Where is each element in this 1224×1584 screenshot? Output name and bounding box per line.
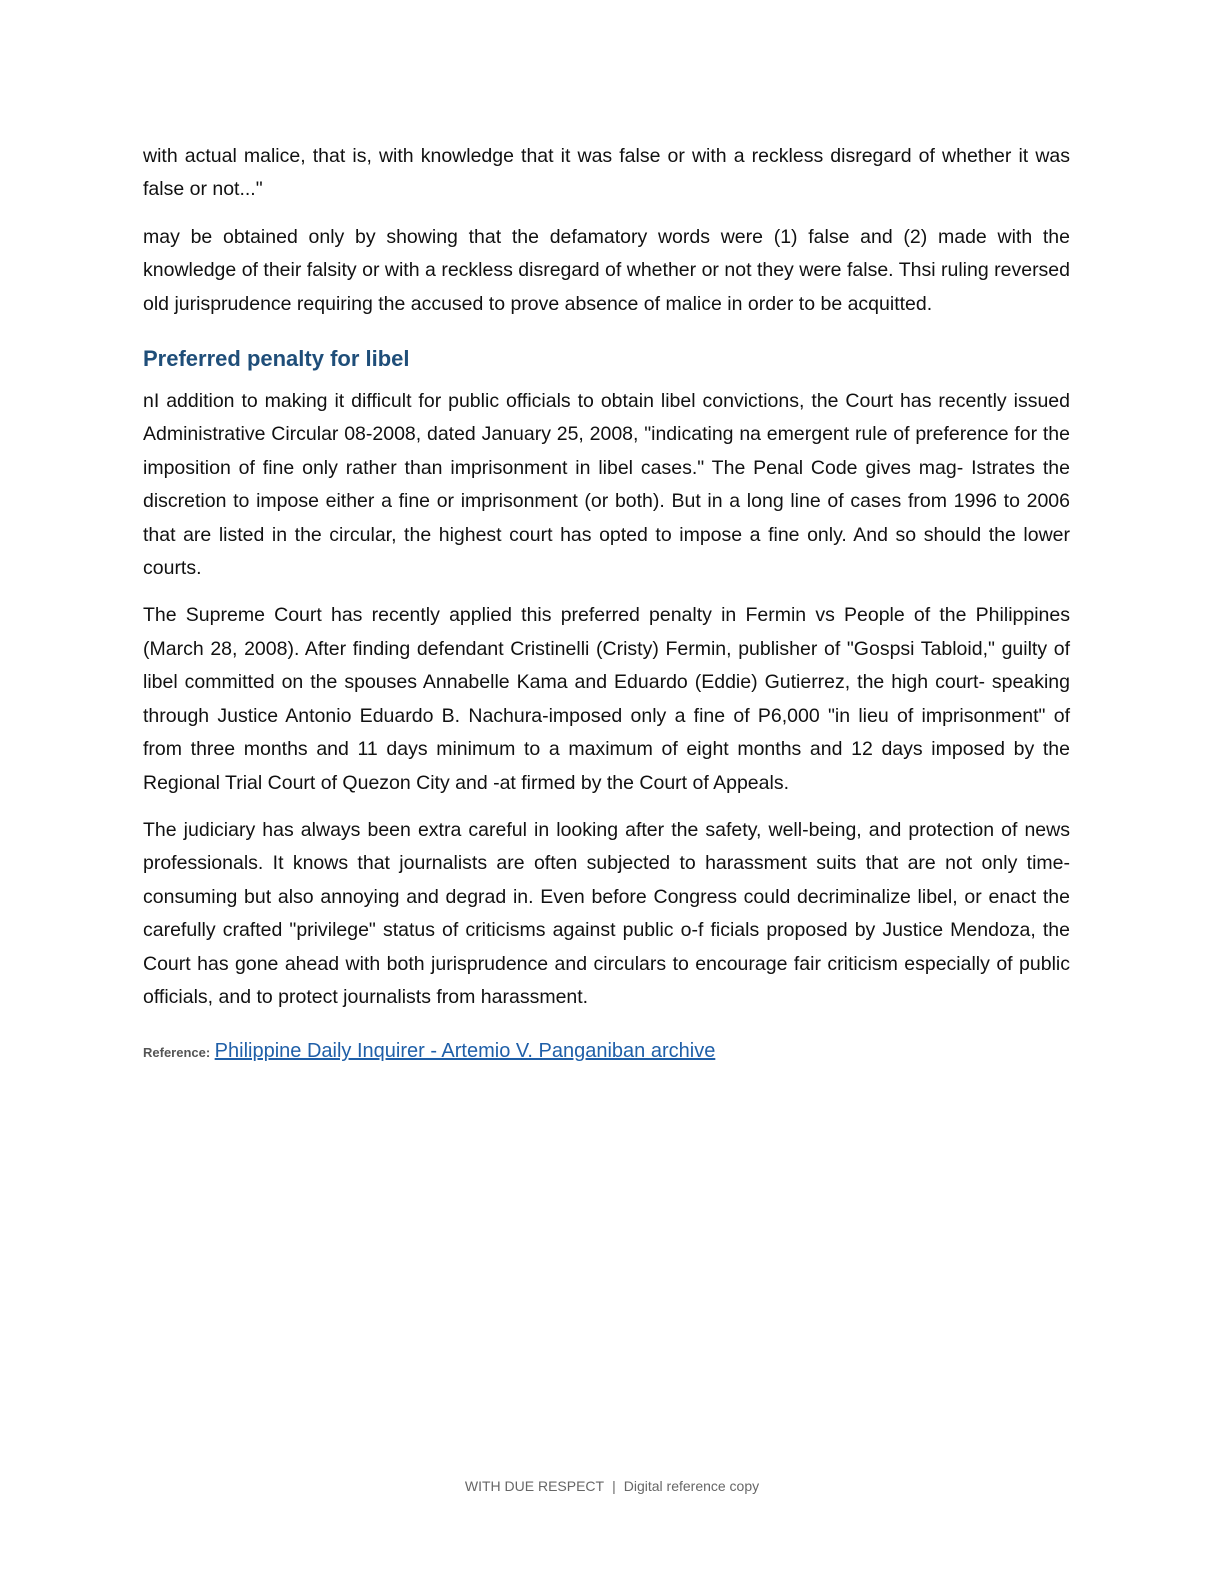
footer-separator: | <box>612 1478 616 1494</box>
paragraph-fermin-case: The Supreme Court has recently applied this preferred penalty in Fermin vs People of the Philippines (March 28, 2008). After finding defendant Cristinelli (Cristy) Fermin, publisher of "Gospsi Tabloid," guilty of libel committed on the spouses Annabelle Kama and Eduardo (Eddie) Gutierrez, the high court- speaking through Justice Antonio Eduardo B. Nachura-imposed only a fine of P6,000 "in lieu of imprisonment" of from three months and 11 days minimum to a maximum of eight months and 12 days imposed by the Regional Trial Court of Quezon City and -at firmed by the Court of Appeals. <box>143 604 1070 794</box>
footer-title: WITH DUE RESPECT <box>464 1478 605 1494</box>
paragraph-judiciary: The judiciary has always been extra careful in looking after the safety, well-being, and protection of news professionals. It knows that journalists are often subjected to harassment suits that are not only time-consuming but also annoying and degrad in. Even before Congress could decriminalize libel, or enact the carefully crafted "privilege" status of criticisms against public o-f ficials proposed by Justice Mendoza, the Court has gone ahead with both jurisprudence and circulars to encourage fair criticism especially of public officials, and to protect journalists from harassment. <box>143 818 1070 1008</box>
paragraph-continued: with actual malice, that is, with knowledge that it was false or with a reckless disregard of whether it was false or not..." <box>143 145 1070 201</box>
reference-link[interactable]: Philippine Daily Inquirer - Artemio V. Panganiban archive <box>214 1040 716 1063</box>
reference-line <box>143 1036 1070 1068</box>
reference-label: Reference: <box>143 1045 211 1061</box>
paragraph-actual-malice: may be obtained only by showing that the defamatory words were (1) false and (2) made with the knowledge of their falsity or with a reckless disregard of whether or not they were false. Thsi ruling reversed old jurisprudence requiring the accused to prove absence of malice in order to be acquitted. <box>143 225 1070 315</box>
footer-subtitle: Digital reference copy <box>623 1478 760 1494</box>
section-heading: Preferred penalty for libel <box>143 346 410 372</box>
paragraph-administrative-circular: nI addition to making it difficult for public officials to obtain libel convictions, the Court has recently issued Administrative Circular 08-2008, dated January 25, 2008, "indicating na emergent rule of preference for the imposition of fine only rather than imprisonment in libel cases." The Penal Code gives mag- Istrates the discretion to impose either a fine or imprisonment (or both). But in a long line of cases from 1996 to 2006 that are listed in the circular, the highest court has opted to impose a fine only. And so should the lower courts. <box>143 390 1070 580</box>
page-footer <box>0 1478 1224 1494</box>
document-body <box>143 140 1070 1068</box>
